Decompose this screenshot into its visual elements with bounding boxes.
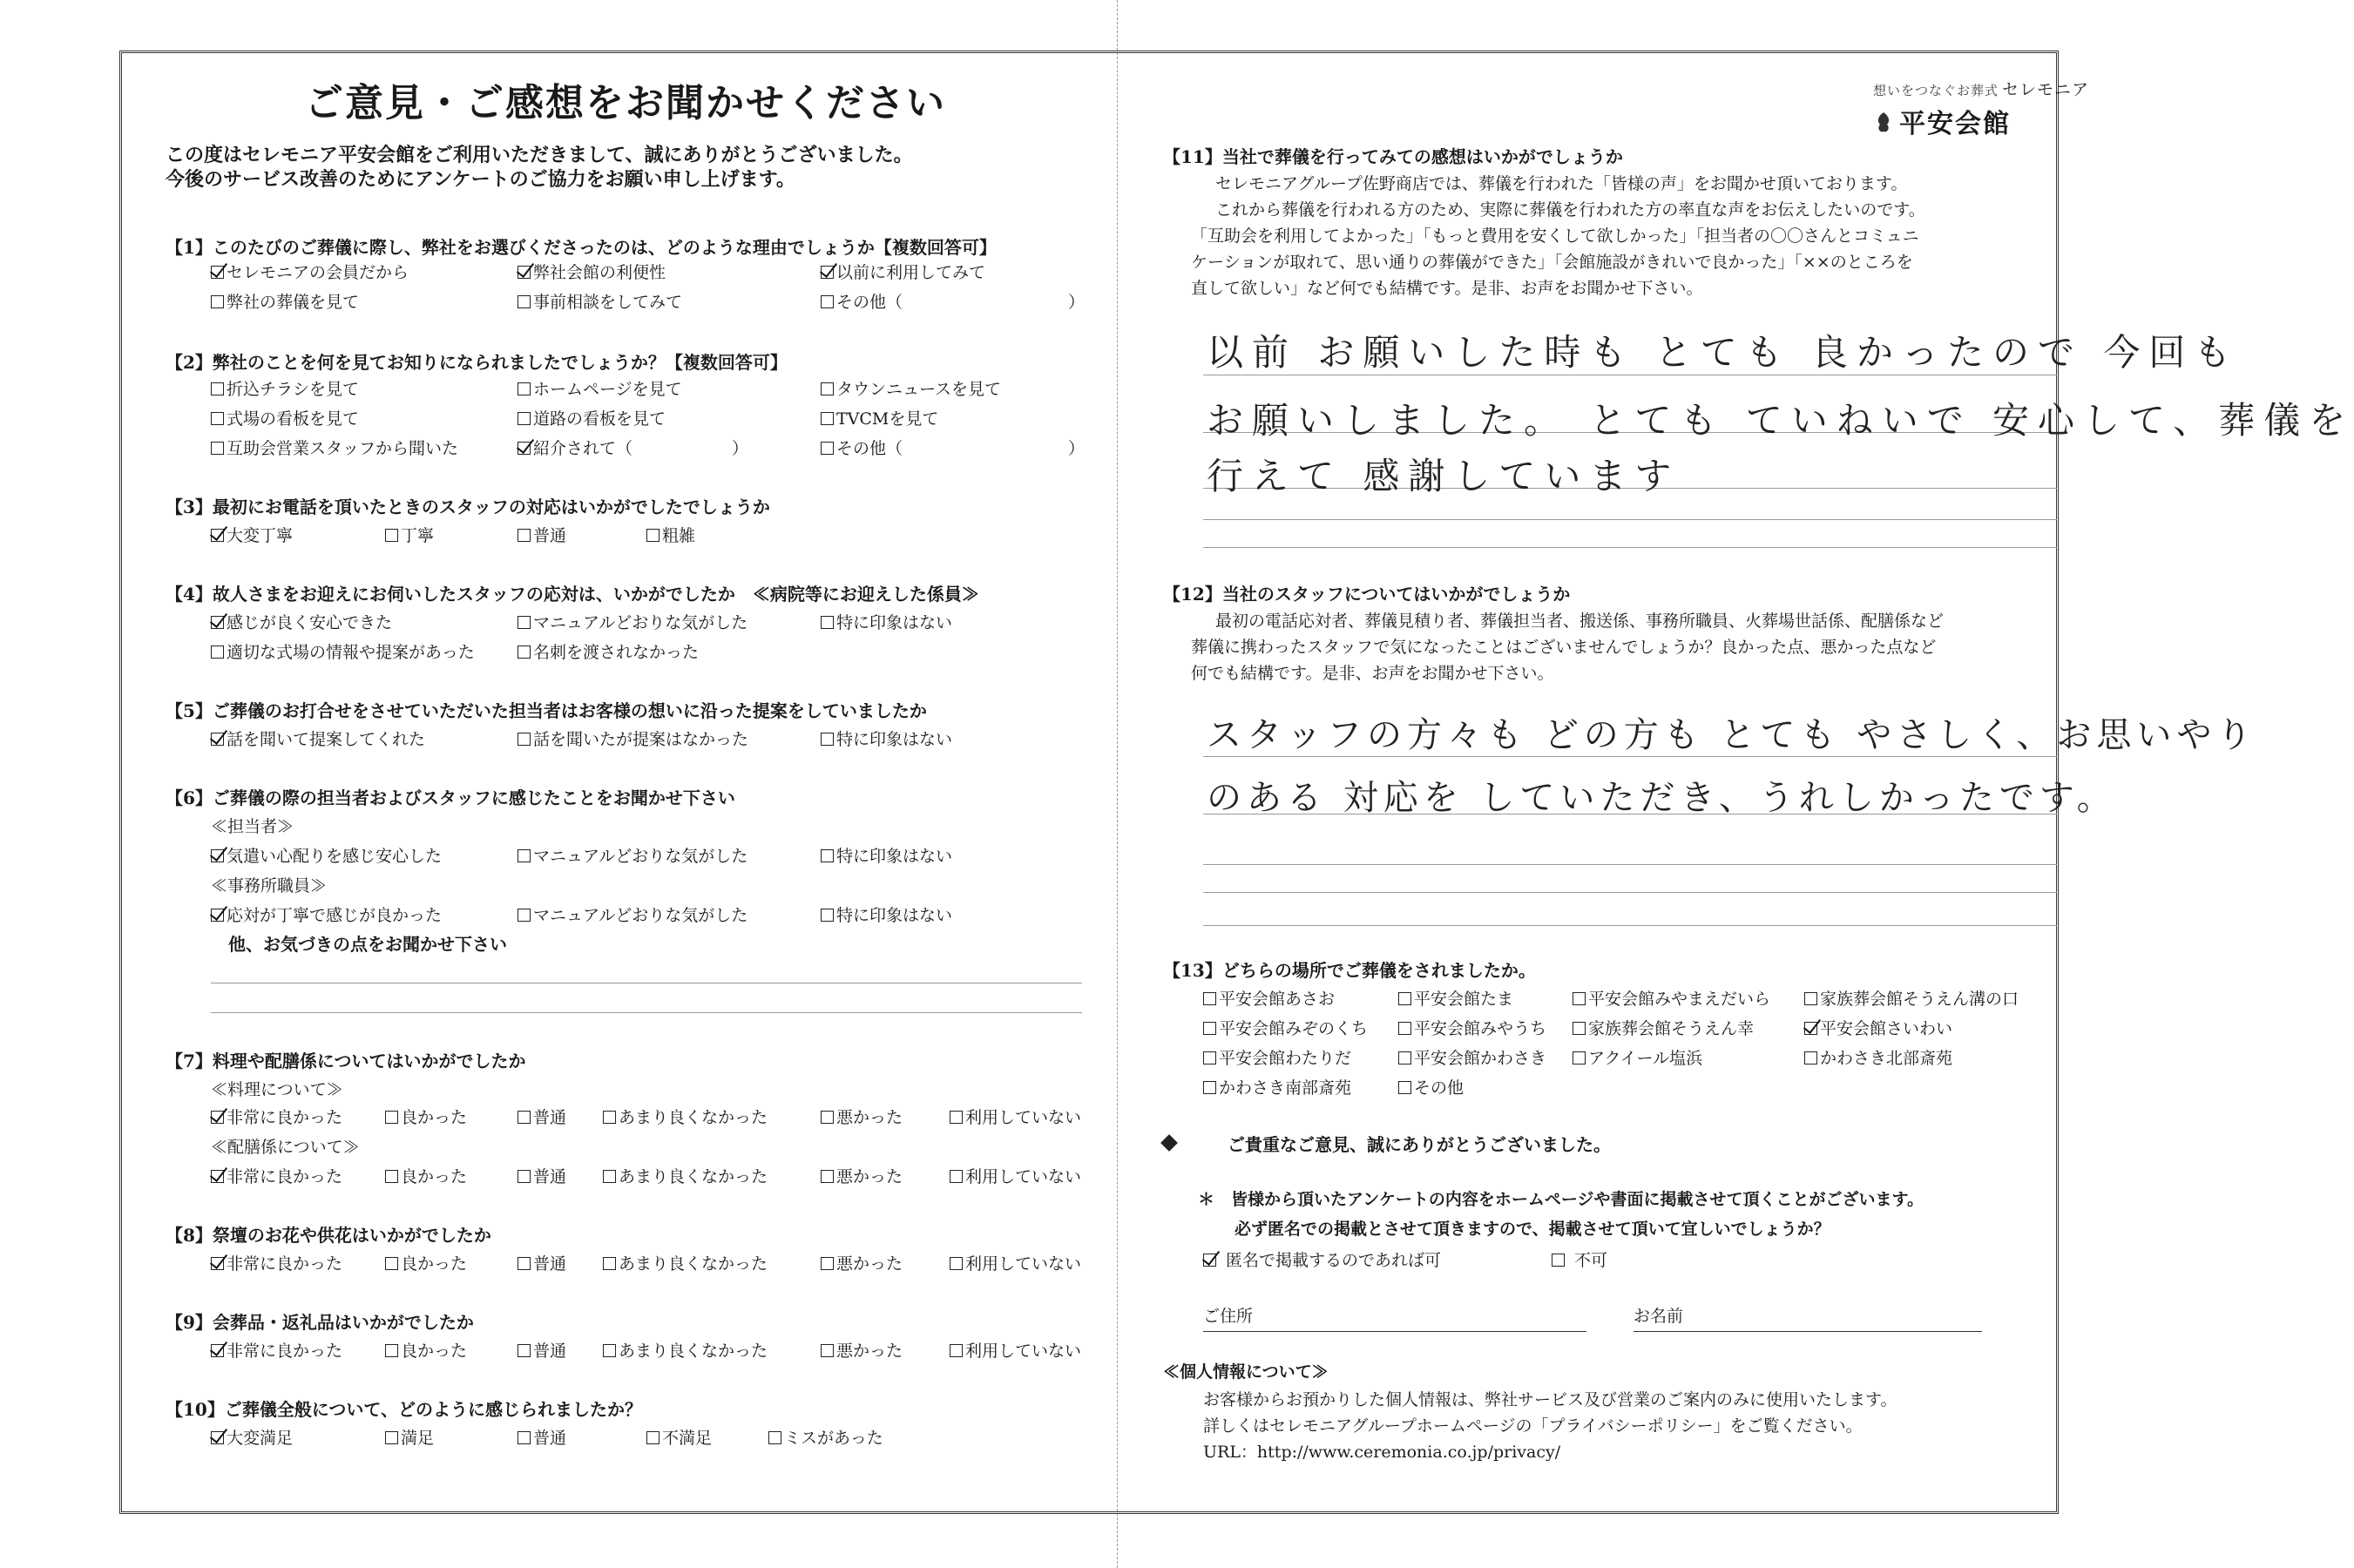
q6-sub-label: ≪担当者≫ — [211, 817, 294, 836]
handwritten-answer: 以前 お願いした時も とても 良かったので 今回も — [1207, 331, 2240, 374]
q2-option[interactable]: TVCMを見て — [821, 406, 938, 429]
checkbox[interactable] — [1804, 1051, 1817, 1064]
q6-option[interactable]: 特に印象はない — [821, 843, 952, 867]
answer-line[interactable] — [1203, 547, 2057, 548]
q10-label: 【10】ご葬儀全般について、どのように感じられましたか？ — [166, 1399, 643, 1420]
checkbox[interactable] — [821, 1257, 834, 1270]
handwritten-answer: 行えて 感謝しています — [1207, 455, 1681, 497]
checkbox[interactable] — [211, 1257, 224, 1270]
page-title: ご意見・ご感想をお聞かせください — [305, 81, 946, 125]
checkbox[interactable] — [821, 616, 834, 629]
q13-option[interactable]: 家族葬会館そうえん溝の口 — [1804, 986, 2019, 1010]
q6-option[interactable]: 応対が丁寧で感じが良かった — [211, 902, 442, 926]
q8-option[interactable]: 普通 — [517, 1251, 566, 1274]
answer-line[interactable] — [1203, 892, 2057, 893]
q9-option[interactable]: 悪かった — [821, 1338, 903, 1362]
checkbox[interactable] — [517, 1111, 531, 1124]
checkbox[interactable] — [603, 1111, 616, 1124]
checkbox[interactable] — [1804, 1022, 1817, 1035]
checkbox[interactable] — [1573, 1022, 1586, 1035]
name-label: お名前 — [1634, 1307, 1684, 1326]
checkbox[interactable] — [517, 442, 531, 455]
q5-option[interactable]: 特に印象はない — [821, 727, 952, 750]
checkbox[interactable] — [1203, 1051, 1216, 1064]
q13-option[interactable]: 平安会館みぞのくち — [1203, 1016, 1368, 1039]
checkbox[interactable] — [211, 442, 224, 455]
checkbox[interactable] — [821, 266, 834, 279]
q7-sub-label: ≪料理について≫ — [211, 1080, 343, 1099]
q8-option[interactable]: 良かった — [385, 1251, 467, 1274]
answer-line[interactable] — [1203, 864, 2057, 865]
privacy-title: ≪個人情報について≫ — [1163, 1362, 1329, 1382]
checkbox[interactable] — [517, 733, 531, 746]
q1-option[interactable]: 以前に利用してみて — [821, 260, 985, 283]
q12-text-line: 何でも結構です。是非、お声をお聞かせ下さい。 — [1191, 664, 1554, 683]
checkbox[interactable] — [385, 1344, 398, 1357]
q8-option[interactable]: あまり良くなかった — [603, 1251, 768, 1274]
flower-icon — [1873, 111, 1894, 135]
checkbox[interactable] — [517, 266, 531, 279]
checkbox[interactable] — [211, 529, 224, 542]
q6-label: 【6】ご葬儀の際の担当者およびスタッフに感じたことをお聞かせ下さい — [166, 787, 735, 808]
q5-label: 【5】ご葬儀のお打合せをさせていただいた担当者はお客様の想いに沿った提案をしていましたか — [166, 700, 927, 721]
checkbox[interactable] — [1398, 992, 1411, 1005]
checkbox[interactable] — [211, 382, 224, 395]
q2-option[interactable]: 式場の看板を見て — [211, 406, 359, 429]
checkbox[interactable] — [821, 412, 834, 425]
checkbox[interactable] — [950, 1111, 963, 1124]
q7-option[interactable]: 普通 — [517, 1164, 566, 1187]
checkbox[interactable] — [385, 1431, 398, 1444]
address-label: ご住所 — [1203, 1307, 1254, 1326]
q7-option[interactable]: 利用していない — [950, 1164, 1081, 1187]
q12-text-line: 最初の電話応対者、葬儀見積り者、葬儀担当者、搬送係、事務所職員、火葬場世話係、配膳係など — [1215, 612, 1945, 631]
q13-option[interactable]: 平安会館かわさき — [1398, 1045, 1546, 1069]
q9-label: 【9】会葬品・返礼品はいかがでしたか — [166, 1312, 474, 1333]
checkbox[interactable] — [211, 412, 224, 425]
checkbox[interactable] — [517, 382, 531, 395]
q11-label: 【11】当社で葬儀を行ってみての感想はいかがでしょうか — [1163, 146, 1623, 167]
intro-line: 今後のサービス改善のためにアンケートのご協力をお願い申し上げます。 — [166, 168, 795, 191]
checkbox[interactable] — [211, 1431, 224, 1444]
q7-label: 【7】料理や配膳係についてはいかがでしたか — [166, 1051, 526, 1071]
privacy-text — [1203, 1387, 1897, 1465]
checkbox[interactable] — [211, 733, 224, 746]
q3-option[interactable]: 大変丁寧 — [211, 523, 293, 546]
checkbox[interactable] — [1203, 992, 1216, 1005]
q13-option[interactable]: その他 — [1398, 1075, 1464, 1098]
q8-option[interactable]: 悪かった — [821, 1251, 903, 1274]
checkbox[interactable] — [1552, 1254, 1565, 1267]
comment-line[interactable] — [211, 1012, 1082, 1013]
answer-line[interactable] — [1203, 519, 2057, 520]
checkbox[interactable] — [768, 1431, 781, 1444]
checkbox[interactable] — [950, 1257, 963, 1270]
checkbox[interactable] — [385, 529, 398, 542]
privacy-line: 詳しくはセレモニアグループホームページの「プライバシーポリシー」をご覧ください。 — [1203, 1416, 1863, 1436]
q4-option[interactable]: 適切な式場の情報や提案があった — [211, 639, 475, 663]
checkbox[interactable] — [517, 849, 531, 862]
checkbox[interactable] — [517, 1170, 531, 1183]
q8-option[interactable]: 利用していない — [950, 1251, 1081, 1274]
q1-option[interactable]: 事前相談をしてみて — [517, 289, 682, 313]
q13-option[interactable]: 平安会館みやうち — [1398, 1016, 1546, 1039]
q7-option[interactable]: 良かった — [385, 1105, 467, 1128]
q5-option[interactable]: 話を聞いたが提案はなかった — [517, 727, 748, 750]
q6-option[interactable]: マニュアルどおりな気がした — [517, 902, 747, 926]
q7-option[interactable]: 利用していない — [950, 1105, 1081, 1128]
checkbox[interactable] — [385, 1170, 398, 1183]
checkbox[interactable] — [517, 645, 531, 659]
q1-option[interactable]: その他（ ） — [821, 289, 1085, 313]
q2-option[interactable]: タウンニュースを見て — [821, 376, 1001, 400]
q8-option[interactable]: 非常に良かった — [211, 1251, 342, 1274]
name-field[interactable] — [1634, 1331, 1982, 1332]
q8-label: 【8】祭壇のお花や供花はいかがでしたか — [166, 1225, 491, 1246]
q13-option[interactable]: アクイール塩浜 — [1573, 1045, 1702, 1069]
q10-option[interactable]: ミスがあった — [768, 1425, 883, 1449]
q11-text-line: セレモニアグループ佐野商店では、葬儀を行われた「皆様の声」をお聞かせ頂いております。 — [1215, 174, 1908, 193]
q2-label: 【2】弊社のことを何を見てお知りになられましたでしょうか？【複数回答可】 — [166, 352, 788, 373]
checkbox[interactable] — [821, 442, 834, 455]
publish-question: 必ず匿名での掲載とさせて頂きますので、掲載させて頂いて宜しいでしょうか？ — [1234, 1220, 1830, 1239]
checkbox[interactable] — [821, 849, 834, 862]
q7-option[interactable]: 非常に良かった — [211, 1105, 342, 1128]
checkbox[interactable] — [950, 1170, 963, 1183]
q13-option[interactable]: 家族葬会館そうえん幸 — [1573, 1016, 1754, 1039]
q1-label: 【1】このたびのご葬儀に際し、弊社をお選びくださったのは、どのような理由でしょうか【複数回答可】 — [166, 237, 997, 258]
q13-option[interactable]: 平安会館さいわい — [1804, 1016, 1952, 1039]
checkbox[interactable] — [1203, 1081, 1216, 1094]
checkbox[interactable] — [1573, 992, 1586, 1005]
checkbox[interactable] — [646, 529, 660, 542]
checkbox[interactable] — [1804, 992, 1817, 1005]
q9-option[interactable]: 良かった — [385, 1338, 467, 1362]
q3-label: 【3】最初にお電話を頂いたときのスタッフの対応はいかがでしたでしょうか — [166, 497, 770, 517]
q3-option[interactable]: 丁寧 — [385, 523, 434, 546]
q6-option[interactable]: マニュアルどおりな気がした — [517, 843, 747, 867]
q11-description — [1191, 171, 1925, 301]
logo-brand: セレモニア — [2002, 80, 2090, 99]
q7-option[interactable]: あまり良くなかった — [603, 1105, 768, 1128]
q4-option[interactable]: 特に印象はない — [821, 610, 952, 633]
checkbox[interactable] — [517, 529, 531, 542]
checkbox[interactable] — [517, 1344, 531, 1357]
q7-sub-label: ≪配膳係について≫ — [211, 1138, 360, 1157]
q6-option[interactable]: 特に印象はない — [821, 902, 952, 926]
thanks-line — [1163, 1131, 1611, 1156]
q2-option[interactable]: 互助会営業スタッフから聞いた — [211, 436, 458, 459]
publish-no-option[interactable]: 不可 — [1552, 1247, 1607, 1271]
checkbox[interactable] — [821, 733, 834, 746]
checkbox[interactable] — [1203, 1022, 1216, 1035]
q2-option[interactable]: 道路の看板を見て — [517, 406, 666, 429]
thanks-text: ご貴重なご意見、誠にありがとうございました。 — [1228, 1134, 1611, 1155]
q7-option[interactable]: 普通 — [517, 1105, 566, 1128]
answer-line[interactable] — [1203, 925, 2057, 926]
address-field[interactable] — [1203, 1331, 1586, 1332]
checkbox[interactable] — [211, 1170, 224, 1183]
q2-option[interactable]: ホームページを見て — [517, 376, 682, 400]
checkbox[interactable] — [211, 1111, 224, 1124]
q6-option[interactable]: 気遣い心配りを感じ安心した — [211, 843, 442, 867]
q7-option[interactable]: 悪かった — [821, 1164, 903, 1187]
q13-option[interactable]: 平安会館あさお — [1203, 986, 1335, 1010]
checkbox[interactable] — [1398, 1081, 1411, 1094]
checkbox[interactable] — [603, 1257, 616, 1270]
q3-option[interactable]: 普通 — [517, 523, 566, 546]
q12-text-line: 葬儀に携わったスタッフで気になったことはございませんでしょうか？良かった点、悪かった点など — [1191, 638, 1937, 657]
q1-option[interactable]: セレモニアの会員だから — [211, 260, 409, 283]
checkbox[interactable] — [517, 909, 531, 922]
checkbox[interactable] — [1573, 1051, 1586, 1064]
checkbox[interactable] — [821, 1111, 834, 1124]
q6-sub-label: ≪事務所職員≫ — [211, 876, 328, 896]
checkbox[interactable] — [385, 1257, 398, 1270]
q9-option[interactable]: あまり良くなかった — [603, 1338, 768, 1362]
checkbox[interactable] — [1203, 1254, 1216, 1267]
checkbox[interactable] — [821, 295, 834, 308]
q13-option[interactable]: 平安会館みやまえだいら — [1573, 986, 1770, 1010]
checkbox[interactable] — [603, 1344, 616, 1357]
checkbox[interactable] — [821, 382, 834, 395]
q7-option[interactable]: あまり良くなかった — [603, 1164, 768, 1187]
checkbox[interactable] — [821, 1170, 834, 1183]
q4-option[interactable]: 名刺を渡されなかった — [517, 639, 699, 663]
checkbox[interactable] — [517, 616, 531, 629]
checkbox[interactable] — [517, 1431, 531, 1444]
q10-option[interactable]: 不満足 — [646, 1425, 712, 1449]
checkbox[interactable] — [517, 295, 531, 308]
checkbox[interactable] — [211, 616, 224, 629]
publish-yes-option[interactable]: 匿名で掲載するのであれば可 — [1203, 1247, 1441, 1271]
diamond-icon — [1160, 1134, 1178, 1152]
checkbox[interactable] — [211, 295, 224, 308]
intro-text — [166, 143, 913, 192]
privacy-url[interactable]: URL：http://www.ceremonia.co.jp/privacy/ — [1203, 1443, 1561, 1462]
checkbox[interactable] — [211, 1344, 224, 1357]
checkbox[interactable] — [517, 1257, 531, 1270]
q7-option[interactable]: 良かった — [385, 1164, 467, 1187]
checkbox[interactable] — [517, 412, 531, 425]
checkbox[interactable] — [821, 1344, 834, 1357]
q4-label: 【4】故人さまをお迎えにお伺いしたスタッフの応対は、いかがでしたか ≪病院等にお迎えした係員≫ — [166, 584, 979, 605]
privacy-line: お客様からお預かりした個人情報は、弊社サービス及び営業のご案内のみに使用いたします。 — [1203, 1390, 1897, 1409]
checkbox[interactable] — [950, 1344, 963, 1357]
checkbox[interactable] — [211, 645, 224, 659]
q3-option[interactable]: 粗雑 — [646, 523, 695, 546]
checkbox[interactable] — [385, 1111, 398, 1124]
q11-text-line: これから葬儀を行われる方のため、実際に葬儀を行われた方の率直な声をお伝えしたいのです。 — [1215, 200, 1925, 220]
checkbox[interactable] — [603, 1170, 616, 1183]
q11-text-line: 直して欲しい」など何でも結構です。是非、お声をお聞かせ下さい。 — [1191, 279, 1703, 298]
q12-label: 【12】当社のスタッフについてはいかがでしょうか — [1163, 584, 1571, 605]
handwritten-answer: スタッフの方々も どの方も とても やさしく、お思いやり — [1207, 715, 2257, 755]
company-logo — [1873, 77, 2089, 140]
checkbox[interactable] — [821, 909, 834, 922]
q10-option[interactable]: 大変満足 — [211, 1425, 293, 1449]
q11-text-line: ケーションが取れて、思い通りの葬儀ができた」「会館施設がきれいで良かった」「××のところを — [1191, 253, 1913, 272]
q9-option[interactable]: 利用していない — [950, 1338, 1081, 1362]
q12-description — [1191, 608, 1945, 686]
q1-option[interactable]: 弊社会館の利便性 — [517, 260, 666, 283]
q13-option[interactable]: 平安会館たま — [1398, 986, 1513, 1010]
q4-option[interactable]: マニュアルどおりな気がした — [517, 610, 747, 633]
q2-option[interactable]: 紹介されて（ ） — [517, 436, 748, 459]
q11-text-line: 「互助会を利用してよかった」「もっと費用を安くして欲しかった」「担当者の〇〇さんとコミュニ — [1191, 226, 1919, 246]
q10-option[interactable]: 普通 — [517, 1425, 566, 1449]
q10-option[interactable]: 満足 — [385, 1425, 434, 1449]
q13-option[interactable]: かわさき南部斎苑 — [1203, 1075, 1351, 1098]
q2-option[interactable]: 折込チラシを見て — [211, 376, 359, 400]
logo-tagline: 想いをつなぐお葬式 — [1873, 83, 1999, 98]
checkbox[interactable] — [211, 849, 224, 862]
q5-option[interactable]: 話を聞いて提案してくれた — [211, 727, 425, 750]
q13-option[interactable]: かわさき北部斎苑 — [1804, 1045, 1952, 1069]
q13-label: 【13】どちらの場所でご葬儀をされましたか。 — [1163, 960, 1536, 981]
q7-option[interactable]: 非常に良かった — [211, 1164, 342, 1187]
q2-option[interactable]: その他（ ） — [821, 436, 1085, 459]
checkbox[interactable] — [646, 1431, 660, 1444]
q9-option[interactable]: 非常に良かった — [211, 1338, 342, 1362]
publish-notice: ＊ 皆様から頂いたアンケートの内容をホームページや書面に掲載させて頂くことがございます。 — [1198, 1190, 1924, 1209]
handwritten-answer: お願いしました。 とても ていねいで 安心して、葬儀を — [1207, 399, 2354, 442]
handwritten-answer: のある 対応を していただき、うれしかったです。 — [1207, 778, 2117, 818]
q6-other-label: 他、お気づきの点をお聞かせ下さい — [228, 934, 507, 955]
checkbox[interactable] — [211, 909, 224, 922]
intro-line: この度はセレモニア平安会館をご利用いただきまして、誠にありがとうございました。 — [166, 144, 913, 166]
q13-option[interactable]: 平安会館わたりだ — [1203, 1045, 1351, 1069]
checkbox[interactable] — [211, 266, 224, 279]
q9-option[interactable]: 普通 — [517, 1338, 566, 1362]
logo-name: 平安会館 — [1899, 109, 2011, 139]
q1-option[interactable]: 弊社の葬儀を見て — [211, 289, 359, 313]
checkbox[interactable] — [1398, 1022, 1411, 1035]
q7-option[interactable]: 悪かった — [821, 1105, 903, 1128]
q4-option[interactable]: 感じが良く安心できた — [211, 610, 392, 633]
checkbox[interactable] — [1398, 1051, 1411, 1064]
